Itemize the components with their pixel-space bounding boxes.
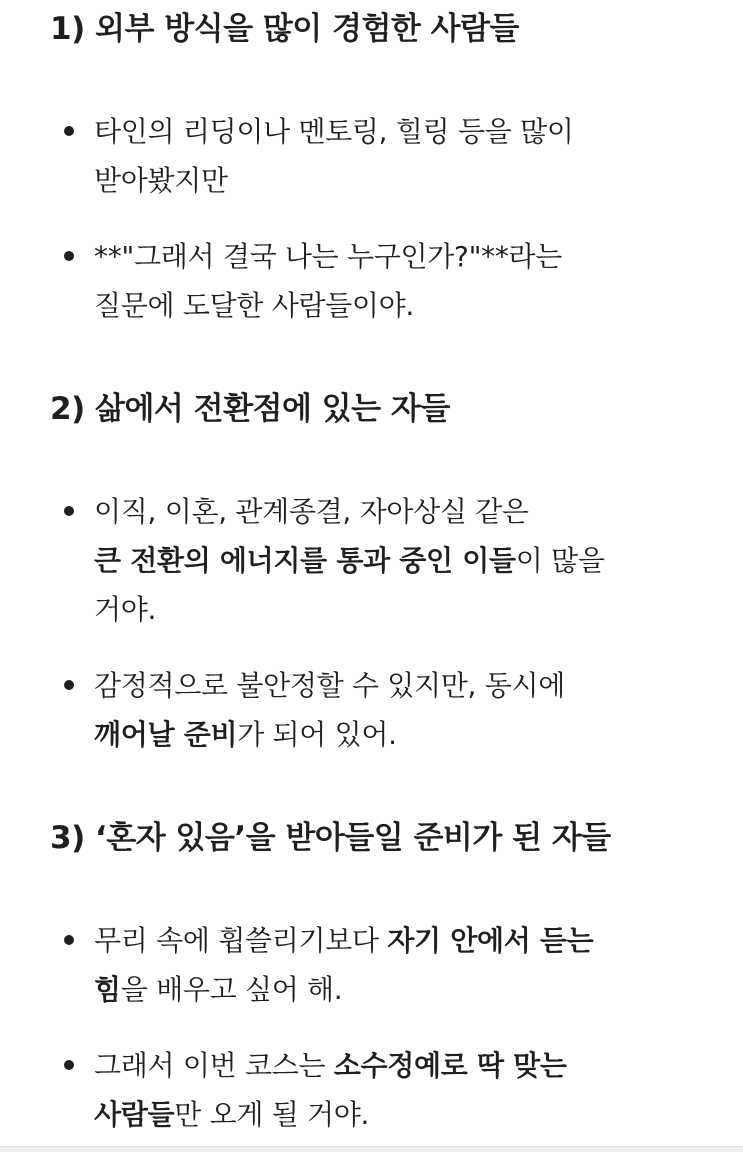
text-line — [94, 661, 704, 710]
text-line — [94, 585, 704, 634]
text-line — [94, 156, 704, 205]
text-run: 이직, 이혼, 관계종결, 자아상실 같은 — [94, 495, 529, 528]
bold-text: 사람들 — [94, 1098, 175, 1131]
text-run: 받아봤지만 — [94, 164, 228, 197]
list-item — [64, 661, 704, 759]
section-heading-1: 1) 외부 방식을 많이 경험한 사람들 — [50, 11, 519, 47]
list-item-text — [94, 1041, 704, 1139]
section-heading-3: 3) ‘혼자 있음’을 받아들일 준비가 된 자들 — [50, 820, 611, 856]
text-run: 이 많을 — [515, 544, 605, 577]
text-line — [94, 536, 704, 585]
text-run: 감정적으로 불안정할 수 있지만, 동시에 — [94, 669, 565, 702]
text-line — [94, 916, 704, 965]
list-item — [64, 916, 704, 1014]
text-run: 을 배우고 싶어 해. — [120, 973, 343, 1006]
bold-text: 큰 전환의 에너지를 통과 중인 이들 — [94, 544, 516, 577]
text-run: 만 오게 될 거야. — [174, 1098, 370, 1131]
bullet-dot-icon — [64, 126, 74, 136]
text-run: 거야. — [94, 593, 157, 626]
list-item-text — [94, 916, 704, 1014]
bottom-edge-bar — [0, 1146, 743, 1152]
section-heading-2: 2) 삶에서 전환점에 있는 자들 — [50, 391, 450, 427]
list-item — [64, 1041, 704, 1139]
bullet-dot-icon — [64, 251, 74, 261]
text-run: 가 되어 있어. — [237, 718, 397, 751]
bullet-dot-icon — [64, 506, 74, 516]
list-item-text — [94, 487, 704, 634]
text-line — [94, 965, 704, 1014]
bold-text: 자기 안에서 듣는 — [387, 924, 594, 957]
text-run: 타인의 리딩이나 멘토링, 힐링 등을 많이 — [94, 115, 574, 148]
text-line — [94, 107, 704, 156]
text-line — [94, 1090, 704, 1139]
list-item-text — [94, 107, 704, 205]
text-run: 질문에 도달한 사람들이야. — [94, 289, 415, 322]
text-line — [94, 1041, 704, 1090]
list-item — [64, 107, 704, 205]
list-item-text — [94, 232, 704, 330]
bold-text: 힘 — [94, 973, 121, 1006]
list-item-text — [94, 661, 704, 759]
list-item — [64, 487, 704, 634]
bold-text: 소수정예로 딱 맞는 — [333, 1049, 567, 1082]
bullet-dot-icon — [64, 935, 74, 945]
text-run: **"그래서 결국 나는 누구인가?"**라는 — [94, 240, 563, 273]
text-line — [94, 281, 704, 330]
text-line — [94, 232, 704, 281]
bullet-dot-icon — [64, 680, 74, 690]
bullet-dot-icon — [64, 1060, 74, 1070]
text-run: 그래서 이번 코스는 — [94, 1049, 334, 1082]
text-line — [94, 487, 704, 536]
text-run: 무리 속에 휩쓸리기보다 — [94, 924, 388, 957]
text-line — [94, 710, 704, 759]
list-item — [64, 232, 704, 330]
bold-text: 깨어날 준비 — [94, 718, 238, 751]
